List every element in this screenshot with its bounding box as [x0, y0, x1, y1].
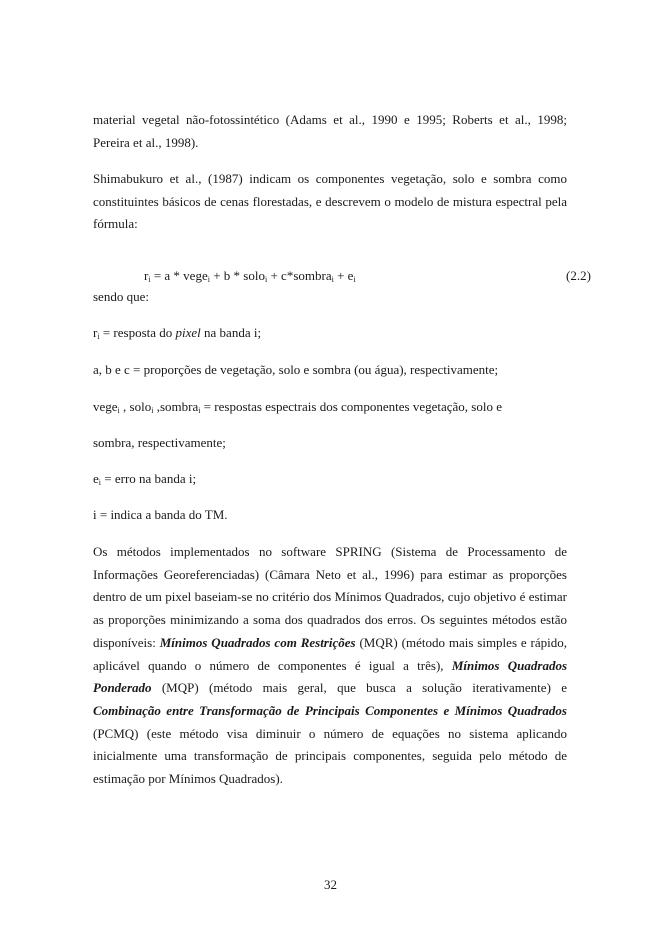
eq-r-symbol: r	[144, 268, 149, 283]
spring-text-4: (PCMQ) (este método visa diminuir o número de equações no sistema aplicando inicialmente uma transformação de principais componentes, seguida pelo método de estimação por Mínimos Quadrados).	[93, 725, 567, 787]
eq-solo-subscript: i	[264, 275, 268, 284]
spring-text-2: (MQR) (método mais simples e rápido, aplicável quando o número de componentes é igual a três),	[93, 634, 568, 673]
definition-e	[93, 471, 196, 487]
definition-i: i = indica a banda do TM.	[93, 507, 228, 522]
def-e-text: = erro na banda i;	[101, 471, 197, 486]
eq-sombra-term: + c*sombra	[267, 268, 332, 283]
eq-sombra-subscript: i	[331, 275, 334, 284]
definition-abc: a, b e c = proporções de vegetação, solo e sombra (ou água), respectivamente;	[93, 362, 499, 377]
def-sombra: ,sombra	[153, 399, 199, 414]
sendo-que-label: sendo que:	[93, 289, 149, 304]
paragraph-spring-methods	[93, 541, 567, 791]
method-mqr-name: Mínimos Quadrados com Restrições	[159, 634, 356, 650]
definition-r	[93, 325, 261, 341]
def-r-text: = resposta do	[99, 325, 176, 340]
method-pcmq-name: Combinação entre Transformação de Principais Componentes e Mínimos Quadrados	[93, 702, 567, 718]
def-r-symbol: r	[93, 325, 98, 340]
paragraph-shimabukuro: Shimabukuro et al., (1987) indicam os componentes vegetação, solo e sombra como constituintes básicos de cenas florestadas, e descrevem o modelo de mistura espectral pela fórmula:	[93, 171, 567, 232]
spring-text-3: (MQP) (método mais geral, que busca a solução iterativamente) e	[151, 680, 567, 696]
def-e-symbol: e	[93, 471, 99, 486]
paragraph-intro-continuation: material vegetal não-fotossintético (Adams et al., 1990 e 1995; Roberts et al., 1998; Pereira et al., 1998).	[93, 112, 567, 150]
equation-number: (2.2)	[566, 268, 591, 283]
def-vege: vege	[93, 399, 118, 414]
eq-solo-term: + b * solo	[209, 268, 265, 283]
definition-vege-solo-sombra	[93, 399, 502, 415]
def-r-text-end: na banda i;	[200, 325, 262, 340]
spring-text-1: Os métodos implementados no software SPRING (Sistema de Processamento de Informações Georeferenciadas) (Câmara Neto et al., 1996) para estimar as proporções dentro de um pixel baseiam-se no critério dos Mínimos Quadrados, cujo objetivo é estimar as proporções minimizando a soma dos quadrados dos erros. Os seguintes métodos estão disponíveis:	[93, 544, 567, 650]
page-number: 32	[324, 877, 337, 892]
eq-vege-term: = a * vege	[150, 268, 208, 283]
definition-vege-continuation: sombra, respectivamente;	[93, 435, 226, 450]
eq-r-subscript: i	[148, 275, 151, 284]
mixture-model-equation	[144, 268, 356, 284]
def-r-pixel-italic: pixel	[175, 325, 201, 340]
def-vege-text: = respostas espectrais dos componentes vegetação, solo e	[200, 399, 502, 414]
def-e-subscript: i	[98, 478, 102, 487]
def-r-subscript: i	[97, 332, 100, 341]
def-solo: , solo	[119, 399, 152, 414]
eq-error-subscript: i	[353, 275, 356, 284]
eq-error-term: + e	[333, 268, 354, 283]
eq-vege-subscript: i	[207, 275, 210, 284]
method-mqp-name: Mínimos Quadrados Ponderado	[93, 657, 567, 696]
def-vege-subscript: i	[117, 406, 120, 415]
def-sombra-subscript: i	[198, 406, 201, 415]
def-solo-subscript: i	[151, 406, 154, 415]
